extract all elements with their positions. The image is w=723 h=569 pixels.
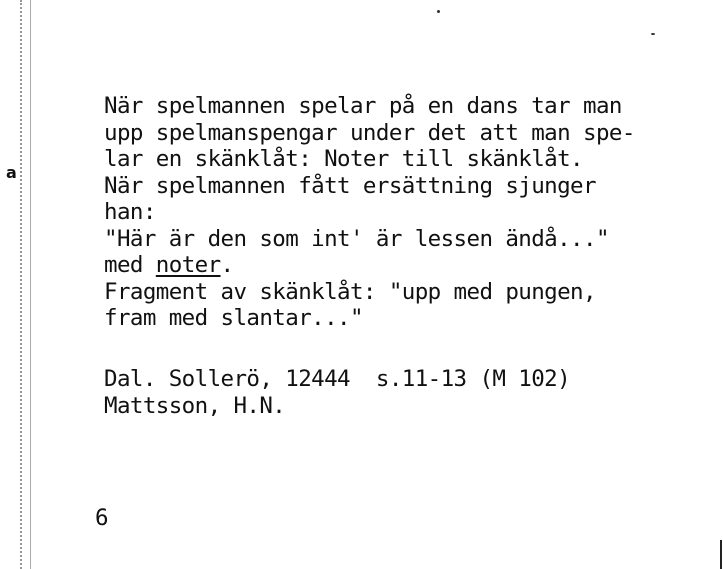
- card-body-text: [104, 93, 714, 332]
- text-line-with-underline: [104, 252, 714, 279]
- line-prefix: med: [104, 252, 156, 278]
- left-margin-rule: [30, 0, 31, 569]
- text-line: "Här är den som int' är lessen ändå...": [104, 225, 609, 252]
- left-dotted-rule: [20, 0, 22, 569]
- text-line: upp spelmanspengar under det att man spe-: [104, 119, 635, 146]
- text-line: När spelmannen fått ersättning sjunger: [104, 172, 596, 199]
- right-edge-mark: [720, 540, 722, 569]
- page-number: 6: [95, 505, 109, 531]
- margin-mark: a: [6, 163, 17, 182]
- fragment-line: Fragment av skänklåt: "upp med pungen,: [104, 278, 596, 305]
- text-line: lar en skänklåt: Noter till skänklåt.: [104, 146, 584, 172]
- speck: [437, 10, 440, 13]
- reference-author: Mattsson, H.N.: [104, 392, 286, 419]
- reference-block: [104, 366, 570, 419]
- text-line: han:: [104, 199, 156, 225]
- fragment-line: fram med slantar...": [104, 305, 363, 331]
- reference-source: Dal. Sollerö, 12444 s.11-13 (M 102): [104, 366, 571, 392]
- speck: [651, 33, 655, 35]
- line-suffix: .: [220, 252, 234, 278]
- text-line: När spelmannen spelar på en dans tar man: [104, 93, 622, 119]
- underlined-word: noter: [155, 252, 221, 278]
